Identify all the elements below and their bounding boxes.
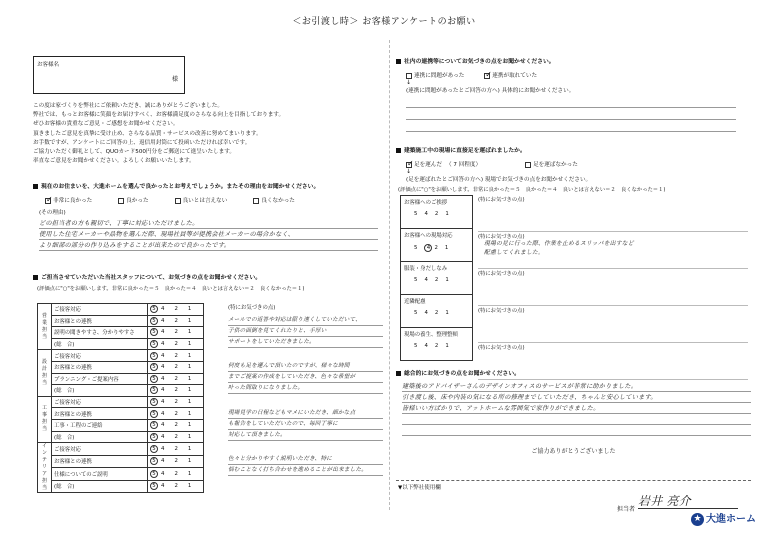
staff-item-label: ご接客対応 [52, 443, 148, 456]
q1-option-very-good[interactable]: ✓ 非常に良かった [46, 194, 93, 204]
handwritten-line: 子供の面倒を見てくれたりと、手厚い [228, 326, 383, 337]
q1-reason-area[interactable] [33, 218, 378, 251]
checkbox-icon[interactable] [253, 198, 259, 204]
staff-comment-block[interactable] [228, 314, 383, 360]
staff-item-label: (総 合) [52, 338, 148, 350]
office-use-label: ▼以下弊社使用欄 [398, 485, 441, 491]
rating-option[interactable]: 1 [187, 433, 197, 440]
rating-option[interactable]: 1 [187, 458, 197, 465]
rating-cell[interactable] [148, 350, 204, 362]
q3-heading: 社内の連携等についてお気づきの点をお聞かせください。 [396, 56, 746, 65]
q3-option-problem[interactable]: 連携に問題があった [406, 71, 464, 79]
table-row [401, 328, 473, 361]
rating-selected[interactable]: 5 [150, 340, 158, 348]
staff-role: 営業担当 [38, 304, 52, 350]
staff-rating-table [37, 303, 204, 493]
rating-selected[interactable]: 5 [150, 328, 158, 336]
intro-line: ご協力いただく御礼として、QUOカード500円分をご郵送にて進呈いたします。 [33, 149, 236, 156]
rating-cell[interactable] [404, 310, 469, 316]
rating-option[interactable]: 4 [161, 470, 170, 477]
staff-item-label: お客様との連携 [52, 408, 148, 420]
handwritten-line: どの担当者の方も親切で、丁寧に対応いただけました。 [39, 218, 378, 229]
honorific-label: 様 [171, 76, 178, 83]
rating-option[interactable]: 2 [174, 317, 183, 324]
checkbox-checked-icon[interactable]: ✓ [407, 158, 414, 168]
rating-selected[interactable]: 5 [150, 470, 158, 478]
bullet-square-icon [33, 184, 38, 189]
intro-line: この度は家づくりを弊社にご依頼いただき、誠にありがとうございました。 [33, 103, 223, 109]
q5-answer-area[interactable] [396, 381, 751, 436]
table-row [38, 350, 204, 362]
handwritten-line: 引き渡し後、床や内装の気になる所の修理までしていただき、ちゃんと安心しています。 [402, 392, 751, 403]
staff-signature-field[interactable] [638, 492, 738, 509]
rating-cell[interactable] [404, 277, 469, 283]
handwritten-line: 建築後のアドバイザーさんのデザインオフィスのサービスが非常に助かりました。 [402, 381, 751, 392]
q4-followup: (足を運ばれたとご回答の方へ) 現場でお気づきの点をお聞かせください。 [406, 177, 592, 183]
site-rating-box[interactable] [401, 295, 473, 328]
intro-line: お手数ですが、アンケートにご回答の上、返信用封筒にて投函いただければ幸いです。 [33, 139, 251, 146]
q1-option-bad[interactable]: 良くなかった [253, 196, 295, 204]
answer-line [402, 425, 751, 436]
answer-line [406, 108, 736, 120]
rating-selected[interactable]: 5 [150, 445, 158, 453]
rating-option[interactable]: 1 [187, 329, 197, 336]
site-rating-box[interactable] [401, 196, 473, 229]
rating-option[interactable]: 2 [174, 433, 183, 440]
rating-selected[interactable]: 5 [150, 421, 158, 429]
intro-line: ぜひお客様の貴重なご意見・ご感想をお聞かせください。 [33, 121, 179, 128]
q1-option-not-good[interactable]: 良いとは言えない [175, 196, 228, 204]
rating-selected[interactable]: 5 [150, 375, 158, 383]
rating-selected[interactable]: 4 [424, 244, 432, 252]
bullet-square-icon [396, 148, 401, 153]
table-row [38, 431, 204, 443]
handwritten-line: サポートをしていただきました。 [228, 337, 383, 348]
q3-option-ok[interactable]: ✓ 連携が取れていた [485, 69, 538, 79]
table-row [38, 327, 204, 339]
staff-role: 工事担当 [38, 396, 52, 442]
staff-comment-block[interactable] [228, 453, 383, 499]
thanks-message: ご協力ありがとうございました [531, 448, 616, 455]
checkbox-icon[interactable] [175, 198, 181, 204]
q2-heading: ご担当させていただいた当社スタッフについて、お気づきの点をお聞かせください。 [33, 272, 383, 281]
q4-visit-count: （ 7 回程度） [445, 162, 482, 168]
staff-item-label: お客様との連携 [52, 315, 148, 327]
site-item-label: 現場の養生、整理整頓 [404, 332, 458, 338]
office-use-divider [396, 480, 751, 481]
handwritten-line: 何度も足を運んで頂いたのですが、様々な時間 [228, 361, 383, 372]
handwritten-line: より細部の部分の作り込みをすることが出来たので良かったです。 [39, 240, 378, 251]
answer-line [402, 414, 751, 425]
checkbox-checked-icon[interactable]: ✓ [46, 194, 53, 204]
answer-line [406, 96, 736, 108]
q4-scale-text: (評価点に"○"をお願いします。非常に良かった＝５ 良かった＝４ 良いとは言えない＝２ 良くなかった＝１) [398, 187, 666, 193]
bullet-square-icon [33, 275, 38, 280]
rating-option[interactable]: 4 [424, 277, 433, 283]
q5-heading: 総合的にお気づきの点をお聞かせください。 [396, 368, 751, 377]
bullet-square-icon [396, 59, 401, 64]
rating-option[interactable]: 1 [187, 445, 197, 452]
rating-cell[interactable] [148, 385, 204, 397]
table-row [38, 315, 204, 327]
site-rating-table [400, 195, 473, 361]
rating-selected[interactable]: 5 [150, 352, 158, 360]
handwritten-line: 皆様いい方ばかりで、アットホームな雰囲気で家作りができました。 [402, 403, 751, 414]
rating-cell[interactable] [148, 468, 204, 481]
rating-option[interactable]: 1 [187, 399, 197, 406]
rating-option[interactable]: 5 [414, 211, 423, 217]
rating-option[interactable]: 4 [161, 375, 170, 382]
staff-item-label: 説明の聞きやすさ、分かりやすさ [52, 327, 148, 339]
handwritten-line: 対応して頂きました。 [228, 430, 383, 441]
rating-option[interactable]: 1 [187, 375, 197, 382]
rating-selected[interactable]: 5 [150, 363, 158, 371]
rating-option[interactable]: 2 [434, 310, 444, 316]
star-logo-icon: ★ [691, 513, 704, 526]
q3-arrow: ↓ [406, 79, 412, 86]
rating-option[interactable]: 2 [174, 483, 183, 490]
site-item-label: 服装・身だしなみ [404, 266, 448, 272]
rating-cell[interactable] [148, 396, 204, 408]
rating-option[interactable]: 4 [161, 445, 170, 452]
handwritten-line: 現場の見に行った際、作業を止めるスリッパを出すなど [484, 241, 634, 247]
rating-selected[interactable]: 5 [150, 433, 158, 441]
rating-option[interactable]: 1 [187, 364, 197, 371]
rating-cell[interactable] [404, 343, 469, 349]
table-row [401, 262, 473, 295]
rating-option[interactable]: 4 [161, 483, 170, 490]
site-comment-label: (特にお気づきの点) [478, 271, 525, 277]
rating-option[interactable]: 4 [161, 364, 170, 371]
rating-option[interactable]: 1 [444, 245, 454, 251]
rating-option[interactable]: 1 [187, 341, 197, 348]
rating-cell[interactable] [148, 338, 204, 350]
staff-item-label: (総 合) [52, 480, 148, 493]
table-row [401, 229, 473, 262]
rating-cell[interactable] [148, 443, 204, 456]
rating-cell[interactable] [148, 361, 204, 373]
rating-cell[interactable] [148, 327, 204, 339]
table-row [38, 419, 204, 431]
rating-option[interactable]: 2 [174, 306, 183, 313]
site-comment-block[interactable] [478, 232, 748, 269]
handwritten-line: 配慮してくれました。 [484, 250, 544, 256]
table-row [38, 338, 204, 350]
staff-item-label: (総 合) [52, 431, 148, 443]
rating-selected[interactable]: 5 [150, 482, 158, 490]
q4-comments [478, 195, 748, 380]
table-row [38, 361, 204, 373]
q3-answer-area[interactable] [396, 96, 736, 132]
handwritten-line: 現場見学の日程などもマメにいただき、細かな点 [228, 408, 383, 419]
column-divider [389, 40, 390, 510]
rating-option[interactable]: 4 [161, 422, 170, 429]
checkbox-icon[interactable] [525, 162, 531, 168]
q3-followup: (連携に問題があったとご回答の方へ) 具体的にお聞かせください。 [406, 88, 575, 94]
intro-text [33, 102, 383, 166]
staff-item-label: ご接客対応 [52, 304, 148, 316]
rating-cell[interactable] [404, 211, 469, 217]
handwritten-line: 色々と分かりやすく説明いただき、特に [228, 454, 383, 465]
intro-line: 弊社では、もっとお客様に笑顔をお届けすべく、お客様満足度のさらなる向上を目指しております。 [33, 112, 285, 119]
site-rating-box[interactable] [401, 229, 473, 262]
rating-option[interactable]: 1 [187, 410, 197, 417]
rating-cell[interactable] [148, 315, 204, 327]
q5-section [396, 368, 751, 455]
rating-option[interactable]: 2 [174, 352, 183, 359]
rating-option[interactable]: 5 [414, 343, 423, 349]
site-comment-label: (特にお気づきの点) [478, 308, 525, 314]
rating-option[interactable]: 4 [161, 329, 170, 336]
rating-cell[interactable] [148, 419, 204, 431]
site-rating-box[interactable] [401, 262, 473, 295]
staff-label: 担当者 [617, 506, 636, 513]
rating-option[interactable]: 2 [174, 341, 183, 348]
table-row [401, 295, 473, 328]
rating-option[interactable]: 4 [161, 317, 170, 324]
rating-option[interactable]: 4 [424, 211, 433, 217]
rating-option[interactable]: 1 [187, 387, 197, 394]
intro-line: 頂きましたご意見を真摯に受け止め、さらなる品質・サービスの改善に努めてまいります。 [33, 130, 262, 137]
q2-section [33, 272, 383, 292]
rating-option[interactable]: 4 [161, 433, 170, 440]
q4-option-visited[interactable]: ✓ 足を運んだ （ 7 回程度） [407, 158, 482, 168]
staff-item-label: (総 合) [52, 385, 148, 397]
rating-option[interactable]: 4 [161, 341, 170, 348]
rating-option[interactable]: 2 [174, 445, 183, 452]
table-row [38, 373, 204, 385]
table-row [38, 304, 204, 316]
rating-option[interactable]: 2 [174, 387, 183, 394]
handwritten-line: メールでの返答や対応は限り速くしていただいて、 [228, 315, 383, 326]
rating-option[interactable]: 4 [424, 343, 433, 349]
site-item-label: お客様へのご挨拶 [404, 200, 448, 206]
rating-cell[interactable] [148, 373, 204, 385]
staff-item-label: お客様との連携 [52, 361, 148, 373]
staff-item-label: 工事・工程のご連絡 [52, 419, 148, 431]
rating-option[interactable]: 2 [174, 410, 183, 417]
handwritten-line: 叶った間取りになりました。 [228, 383, 383, 394]
rating-option[interactable]: 2 [174, 458, 183, 465]
rating-cell[interactable] [404, 244, 469, 252]
staff-comment-block[interactable] [228, 407, 383, 453]
rating-option[interactable]: 4 [161, 306, 170, 313]
rating-option[interactable]: 2 [434, 343, 444, 349]
checkbox-checked-icon[interactable]: ✓ [485, 69, 492, 79]
q1-section [33, 181, 383, 251]
intro-line: 率直なご意見をお聞かせください。よろしくお願いいたします。 [33, 158, 195, 165]
checkbox-icon[interactable] [406, 73, 412, 79]
rating-option[interactable]: 2 [434, 277, 444, 283]
table-row [38, 455, 204, 468]
rating-cell[interactable] [148, 480, 204, 493]
rating-selected[interactable]: 5 [150, 305, 158, 313]
rating-option[interactable]: 1 [187, 317, 197, 324]
rating-selected[interactable]: 5 [150, 398, 158, 406]
rating-option[interactable]: 2 [434, 211, 444, 217]
customer-name-box[interactable] [33, 56, 185, 94]
staff-role: 設計担当 [38, 350, 52, 396]
staff-role: インテリア担当 [38, 443, 52, 493]
rating-option[interactable]: 1 [187, 470, 197, 477]
q2-staff-table-wrap [37, 303, 204, 493]
site-rating-box[interactable] [401, 328, 473, 361]
q1-heading: 現在のお住まいを、大進ホームを選んで良かったとお考えでしょうか。またその理由をお聞かせください。 [33, 181, 383, 190]
rating-option[interactable]: 4 [161, 352, 170, 359]
rating-option[interactable]: 1 [187, 352, 197, 359]
rating-option[interactable]: 4 [161, 387, 170, 394]
site-comment-label: (特にお気づきの点) [478, 234, 525, 240]
q4-rating-wrap [400, 195, 473, 361]
table-row [401, 196, 473, 229]
q1-options [33, 196, 383, 204]
site-comment-block[interactable] [478, 269, 748, 306]
staff-item-label: ご接客対応 [52, 396, 148, 408]
page-title: ＜お引渡し時＞ お客様アンケートのお願い [292, 17, 476, 27]
rating-option[interactable]: 1 [187, 422, 197, 429]
rating-option[interactable]: 2 [174, 329, 183, 336]
q1-option-good[interactable]: 良かった [118, 196, 148, 204]
table-row [38, 396, 204, 408]
table-row [38, 443, 204, 456]
handwritten-line: も報告をしていただいたので、毎回丁寧に [228, 419, 383, 430]
rating-cell[interactable] [148, 455, 204, 468]
q4-options [396, 160, 746, 168]
checkbox-icon[interactable] [118, 198, 124, 204]
answer-line [406, 120, 736, 132]
rating-cell[interactable] [148, 431, 204, 443]
rating-option[interactable]: 5 [414, 245, 423, 251]
rating-option[interactable]: 2 [174, 422, 183, 429]
q4-heading: 建築施工中の現場に直接足を運ばれましたか。 [396, 145, 746, 154]
q2-comment-label: (特にお気づきの点) [228, 305, 276, 311]
rating-cell[interactable] [148, 408, 204, 420]
rating-option[interactable]: 4 [424, 310, 433, 316]
rating-option[interactable]: 5 [414, 277, 423, 283]
rating-option[interactable]: 1 [445, 277, 454, 283]
staff-item-label: 仕様についてのご説明 [52, 468, 148, 481]
rating-option[interactable]: 4 [161, 410, 170, 417]
rating-option[interactable]: 1 [445, 310, 454, 316]
staff-item-label: プランニング・ご提案内容 [52, 373, 148, 385]
rating-selected[interactable]: 5 [150, 386, 158, 394]
bullet-square-icon [396, 371, 401, 376]
handwritten-line: 悩むことなく打ち合わせを進めることが出来ました。 [228, 465, 383, 476]
site-comment-label: (特にお気づきの点) [478, 345, 525, 351]
q2-scale-text: (評価点に"○"をお願いします。非常に良かった＝５ 良かった＝４ 良いとは言えない＝２ 良くなかった＝１) [37, 286, 305, 292]
company-logo [691, 510, 756, 526]
site-item-label: お客様への現場対応 [404, 233, 453, 239]
company-logo-text: 大進ホーム [706, 514, 756, 525]
rating-option[interactable]: 1 [445, 343, 454, 349]
q4-arrow: ↓ [406, 168, 412, 175]
q3-section [396, 56, 746, 132]
table-row [38, 480, 204, 493]
site-item-label: 近隣配慮 [404, 299, 426, 305]
rating-selected[interactable]: 5 [150, 317, 158, 325]
rating-option[interactable]: 2 [174, 364, 183, 371]
rating-option[interactable]: 4 [161, 458, 170, 465]
q2-comments [228, 314, 383, 500]
staff-item-label: お客様との連携 [52, 455, 148, 468]
site-comment-label: (特にお気づきの点) [478, 197, 525, 203]
q1-reason-label: (その理由) [39, 210, 66, 216]
table-row [38, 385, 204, 397]
rating-option[interactable]: 2 [174, 375, 183, 382]
rating-selected[interactable]: 5 [150, 410, 158, 418]
staff-signature: 岩井 亮介 [638, 494, 691, 508]
rating-option[interactable]: 4 [161, 399, 170, 406]
q4-option-not-visited[interactable]: 足を運ばなかった [525, 160, 578, 168]
rating-option[interactable]: 5 [414, 310, 423, 316]
rating-selected[interactable]: 5 [150, 457, 158, 465]
handwritten-line: 使用した住宅メーカーや品物を選んだ際、現場社員等が提携会社メーカーの場合かなく、 [39, 229, 378, 240]
q3-options [396, 71, 746, 79]
handwritten-line: までご提案の作成をしていただき、色々な希望が [228, 372, 383, 383]
rating-option[interactable]: 2 [174, 470, 183, 477]
rating-option[interactable]: 2 [434, 245, 443, 251]
rating-cell[interactable] [148, 304, 204, 316]
rating-option[interactable]: 1 [187, 483, 197, 490]
staff-item-label: ご接客対応 [52, 350, 148, 362]
rating-option[interactable]: 1 [445, 211, 454, 217]
table-row [38, 468, 204, 481]
rating-option[interactable]: 2 [174, 399, 183, 406]
table-row [38, 408, 204, 420]
site-comment-block[interactable] [478, 306, 748, 343]
site-comment-block[interactable] [478, 195, 748, 232]
rating-option[interactable]: 1 [187, 306, 197, 313]
staff-comment-block[interactable] [228, 360, 383, 406]
q4-section [396, 145, 746, 193]
customer-name-label: お客様名 [37, 62, 60, 68]
